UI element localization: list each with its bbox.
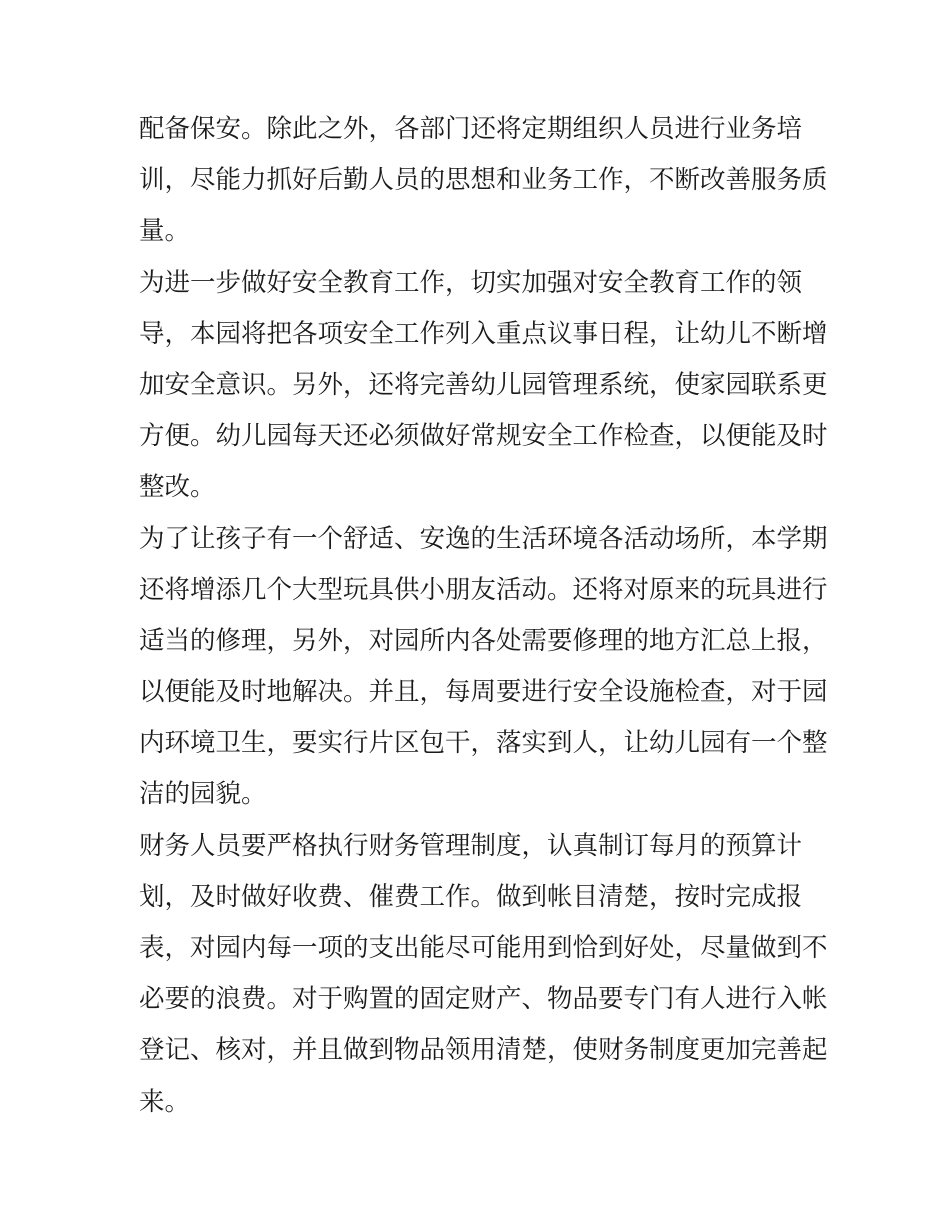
text-line: 适当的修理，另外，对园所内各处需要修理的地方汇总上报， [139,625,828,656]
text-line: 训，尽能力抓好后勤人员的思想和业务工作，不断改善服务质 [139,165,828,196]
text-line: 财务人员要严格执行财务管理制度，认真制订每月的预算计 [139,830,803,861]
text-line: 还将增添几个大型玩具供小朋友活动。还将对原来的玩具进行 [139,574,828,605]
text-line: 方便。幼儿园每天还必须做好常规安全工作检查，以便能及时 [139,421,828,452]
text-line: 为进一步做好安全教育工作，切实加强对安全教育工作的领 [139,267,803,298]
document-body [139,104,828,1128]
text-line: 划，及时做好收费、催费工作。做到帐目清楚，按时完成报 [139,881,803,912]
text-line: 量。 [139,216,191,247]
text-line: 整改。 [139,472,216,503]
text-line: 以便能及时地解决。并且，每周要进行安全设施检查，对于园 [139,677,828,708]
text-line: 登记、核对，并且做到物品领用清楚，使财务制度更加完善起 [139,1035,828,1066]
text-line: 来。 [139,1086,191,1117]
text-line: 表，对园内每一项的支出能尽可能用到恰到好处，尽量做到不 [139,933,828,963]
text-line: 加安全意识。另外，还将完善幼儿园管理系统，使家园联系更 [139,369,828,400]
text-line: 为了让孩子有一个舒适、安逸的生活环境各活动场所，本学期 [139,523,828,554]
text-line: 必要的浪费。对于购置的固定财产、物品要专门有人进行入帐 [139,984,828,1015]
text-line: 内环境卫生，要实行片区包干，落实到人，让幼儿园有一个整 [139,728,828,759]
text-line: 导，本园将把各项安全工作列入重点议事日程，让幼儿不断增 [139,318,828,349]
text-line: 配备保安。除此之外，各部门还将定期组织人员进行业务培 [139,114,803,144]
text-line: 洁的园貌。 [139,779,267,810]
